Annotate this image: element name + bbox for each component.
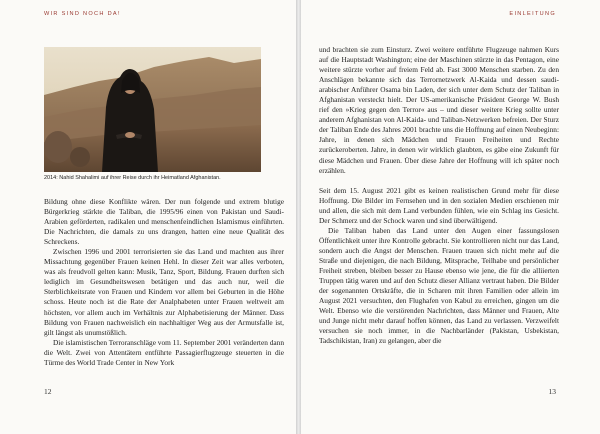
paragraph: Bildung ohne diese Konflikte wären. Der nun folgende und extrem blutige Bürgerkrieg stärkte die Taliban, die 1995/96 einen von Pakistan und Saudi-Arabien geförderten, radikalen und menschenfeindlichen Islamismus einführten. Die Nachrichten, die damals zu uns drangen, hatten eine neue Qualität des Schreckens. [44,197,284,247]
paragraph: und brachten sie zum Einsturz. Zwei weitere entführte Flugzeuge nahmen Kurs auf die Hauptstadt Washington; eine der Maschinen stürzte in das Pentagon, eine weitere stürzte vorher auf freiem Feld ab. Fast 3000 Menschen starben. Zu den Anschlägen bekannte sich das Terrornetzwerk Al-Kaida und dessen saudi-arabischer Anführer Osama bin Laden, der sich unter dem Schutz der Taliban in Afghanistan versteckt hielt. Der US-amerikanische Präsident George W. Bush rief den »Krieg gegen den Terror« aus – und dieser weitere Krieg sollte unter anderem Afghanistan von Al-Kaida- und Taliban-Netzwerken befreien. Der Sturz der Taliban Ende des Jahres 2001 brachte uns die Hoffnung auf einen Neubeginn: Jahre, in denen sich Mädchen und Frauen Freiheiten und Rechte zurückeroberten. Jahre, in denen wir wirklich glaubten, es gäbe eine Zukunft für diese Mädchen und Frauen. Über diese Jahre der Hoffnung will ich später noch erzählen. [319,45,559,175]
running-head-left: WIR SIND NOCH DA! [44,11,121,17]
photo-woman-in-mountains [44,47,261,172]
right-body-text [319,45,559,346]
page-number-left: 12 [44,387,52,396]
left-page [0,0,296,434]
paragraph: Zwischen 1996 und 2001 terrorisierten sie das Land und machten aus ihrer Missachtung gegenüber Frauen keinen Hehl. In dieser Zeit war alles verboten, was als freudvoll gelten kann: Musik, Tanz, Sport, Bildung. Frauen durften sich lediglich im Gesundheitswesen betätigen und das auch nur, weil die Sterblichkeitsrate von Frauen und Kindern vor allem bei Geburten in die Höhe schoss. Heute noch ist die Rate der Analphabeten unter Frauen weltweit am höchsten, vor allem auch im Verhältnis zur Alphabetisierung der Männer. Dass Bildung von Frauen nachweislich ein nachhaltiger Weg aus der Armutsfalle ist, gilt längst als unumstößlich. [44,247,284,337]
paragraph: Die Taliban haben das Land unter den Augen einer fassungslosen Öffentlichkeit unter ihre Kontrolle gebracht. Sie kontrollieren nicht nur das Land, sondern auch die Angst der Menschen. Frauen trauen sich nicht mehr auf die Straße und diejenigen, die nach Bildung, Mitsprache, Teilhabe und persönlicher Freiheit streben, bleiben besser zu Hause ebenso wie jene, die für die alliierten Truppen tätig waren und auf den Schutz dieser Allianz vertraut haben. Die Bilder der sogenannten Ortskräfte, die in Scharen mit ihren Familien oder allein im August 2021 versuchten, den Flughafen von Kabul zu erreichen, gingen um die Welt. Ebenso wie die verstörenden Nachrichten, dass Männer und Frauen, Alte und Junge nicht mehr darauf hoffen können, das Land zu verlassen. Verzweifelt versuchen sie noch immer, in die Nachbarländer (Pakistan, Usbekistan, Tadschikistan, Iran) zu gelangen, aber die [319,225,559,346]
paragraph: Die islamistischen Terroranschläge vom 11. September 2001 veränderten dann die Welt. Zwei von Attentätern entführte Passagierflugzeuge steuerten in die Türme des World Trade Center in New York [44,337,284,367]
page-number-right: 13 [548,387,556,396]
running-head-right: EINLEITUNG [509,11,556,17]
right-page [301,0,600,434]
left-body-text [44,197,284,368]
paragraph: Seit dem 15. August 2021 gibt es keinen realistischen Grund mehr für diese Hoffnung. Die Bilder im Fernsehen und in den sozialen Medien erschienen mir und allen, die sich mit dem Land verbunden fühlen, wie ein Schlag ins Gesicht. Der Schmerz und der Schock waren und sind überwältigend. [319,185,559,225]
photo-caption: 2014: Nahid Shahalimi auf ihrer Reise durch ihr Heimatland Afghanistan. [44,175,221,181]
